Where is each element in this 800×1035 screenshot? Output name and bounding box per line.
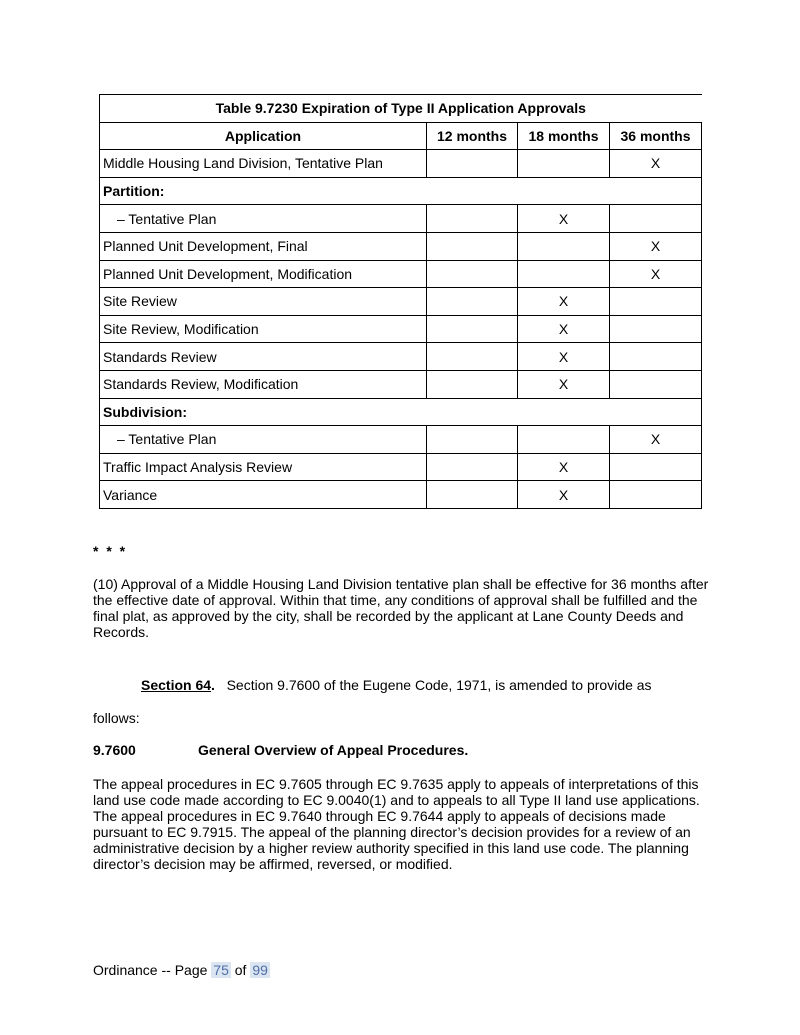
row-label: Planned Unit Development, Modification — [100, 260, 427, 288]
row-label: Traffic Impact Analysis Review — [100, 453, 427, 481]
section-text: Section 9.7600 of the Eugene Code, 1971, is amended to provide as — [214, 677, 652, 693]
cell-18-months: X — [518, 288, 610, 316]
footer-page-total: 99 — [252, 962, 268, 978]
table-group-row — [100, 177, 702, 205]
cell-36-months: X — [610, 426, 702, 454]
table-row — [100, 150, 702, 178]
expiration-table — [99, 94, 702, 509]
table-header-row — [100, 122, 702, 150]
cell-36-months — [610, 343, 702, 371]
row-label: Middle Housing Land Division, Tentative Plan — [100, 150, 427, 178]
cell-12-months — [427, 315, 518, 343]
table-row — [100, 453, 702, 481]
paragraph-10: (10) Approval of a Middle Housing Land Division tentative plan shall be effective for 36 months after the effective date of approval. Within that time, any conditions of approval shall be fulfilled and the final plat, as approved by the city, shall be recorded by the applicant at Lane County Deeds and Records. — [93, 576, 709, 640]
group-label: Subdivision: — [100, 398, 702, 426]
table-row — [100, 260, 702, 288]
header-12-months: 12 months — [427, 122, 518, 150]
row-label: Standards Review — [100, 343, 427, 371]
table-caption-row — [100, 95, 702, 123]
section-period: . — [211, 677, 215, 693]
cell-36-months: X — [610, 260, 702, 288]
group-label: Partition: — [100, 177, 702, 205]
table-caption: Table 9.7230 Expiration of Type II Application Approvals — [100, 95, 702, 123]
row-label: – Tentative Plan — [100, 205, 427, 233]
table-row — [100, 426, 702, 454]
cell-18-months: X — [518, 315, 610, 343]
section-label: Section 64 — [141, 677, 212, 693]
row-label: – Tentative Plan — [100, 426, 427, 454]
heading-title: General Overview of Appeal Procedures. — [198, 742, 469, 758]
row-label: Site Review — [100, 288, 427, 316]
cell-36-months — [610, 205, 702, 233]
cell-18-months: X — [518, 370, 610, 398]
header-36-months: 36 months — [610, 122, 702, 150]
footer-of: of — [230, 962, 251, 978]
cell-36-months — [610, 370, 702, 398]
heading-number: 9.7600 — [93, 742, 136, 758]
cell-36-months — [610, 481, 702, 509]
cell-12-months — [427, 370, 518, 398]
cell-12-months — [427, 481, 518, 509]
follows-line: follows: — [93, 710, 140, 726]
table-row — [100, 232, 702, 260]
cell-36-months: X — [610, 150, 702, 178]
table-row — [100, 481, 702, 509]
footer-prefix: Ordinance -- Page — [93, 962, 212, 978]
table-row — [100, 288, 702, 316]
cell-18-months: X — [518, 343, 610, 371]
cell-12-months — [427, 150, 518, 178]
cell-12-months — [427, 232, 518, 260]
appeal-paragraph: The appeal procedures in EC 9.7605 through EC 9.7635 apply to appeals of interpretations of this land use code made according to EC 9.0040(1) and to appeals to all Type II land use applications. The appeal procedures in EC 9.7640 through EC 9.7644 apply to appeals of decisions made pursuant to EC 9.7915. The appeal of the planning director’s decision provides for a review of an administrative decision by a higher review authority specified in this land use code. The planning director’s decision may be affirmed, reversed, or modified. — [93, 776, 700, 872]
cell-36-months: X — [610, 232, 702, 260]
footer-page-number: 75 — [213, 962, 229, 978]
table-row — [100, 315, 702, 343]
row-label: Standards Review, Modification — [100, 370, 427, 398]
cell-18-months — [518, 232, 610, 260]
cell-12-months — [427, 205, 518, 233]
table-group-row — [100, 398, 702, 426]
section-heading — [93, 742, 713, 758]
cell-12-months — [427, 453, 518, 481]
cell-12-months — [427, 288, 518, 316]
row-label: Site Review, Modification — [100, 315, 427, 343]
cell-36-months — [610, 453, 702, 481]
cell-12-months — [427, 260, 518, 288]
cell-18-months — [518, 150, 610, 178]
header-application: Application — [100, 122, 427, 150]
cell-18-months: X — [518, 481, 610, 509]
table-row — [100, 370, 702, 398]
cell-36-months — [610, 288, 702, 316]
cell-18-months: X — [518, 453, 610, 481]
cell-18-months — [518, 260, 610, 288]
header-18-months: 18 months — [518, 122, 610, 150]
omission-marker: * * * — [93, 543, 128, 559]
cell-12-months — [427, 426, 518, 454]
cell-12-months — [427, 343, 518, 371]
table-row — [100, 205, 702, 233]
cell-18-months — [518, 426, 610, 454]
cell-18-months: X — [518, 205, 610, 233]
row-label: Variance — [100, 481, 427, 509]
page-footer — [93, 962, 270, 978]
cell-36-months — [610, 315, 702, 343]
table-row — [100, 343, 702, 371]
row-label: Planned Unit Development, Final — [100, 232, 427, 260]
section-intro — [141, 677, 721, 693]
